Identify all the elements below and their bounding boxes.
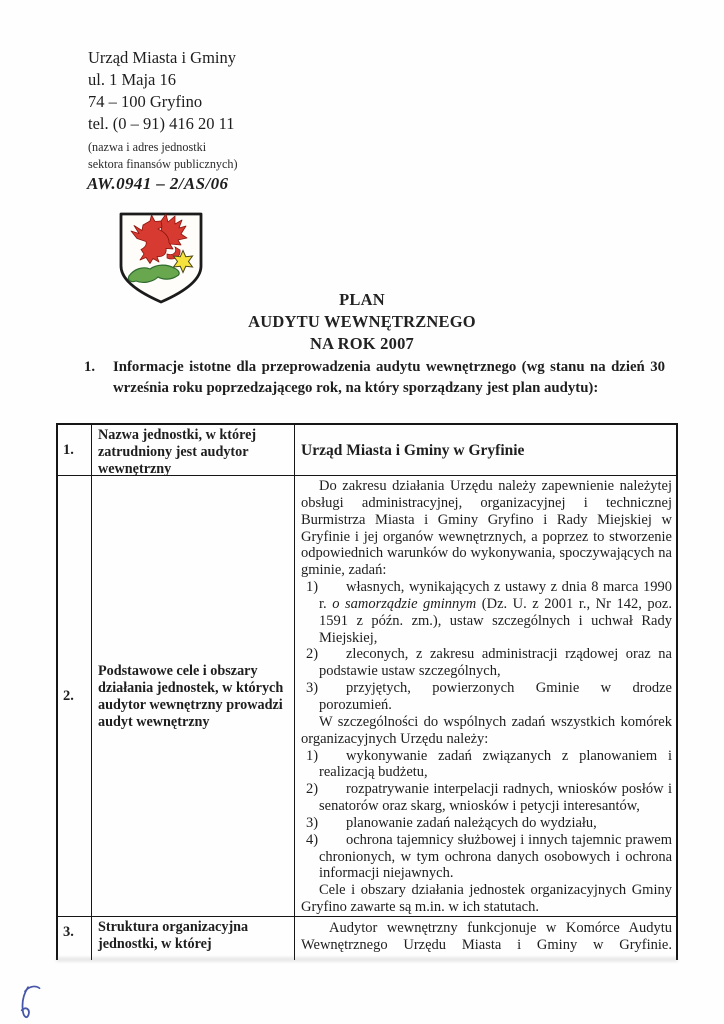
title-line: PLAN bbox=[339, 290, 385, 309]
row-value-text: Audytor wewnętrzny funkcjonuje w Komórce Audytu Wewnętrznego Urzędu Miasta i Gminy w Gryfinie. bbox=[301, 920, 672, 954]
audit-plan-table bbox=[56, 423, 678, 960]
row-value-cell bbox=[295, 425, 676, 475]
list-text: własnych, wynikających z ustawy z dnia 8 marca 1990 r. bbox=[319, 579, 672, 612]
row-number: 2. bbox=[63, 687, 74, 704]
table-row bbox=[58, 917, 676, 960]
row-value-cell bbox=[295, 917, 676, 960]
row-number: 3. bbox=[63, 924, 74, 940]
table-row bbox=[58, 476, 676, 917]
document-title bbox=[0, 289, 724, 355]
address-line: 74 – 100 Gryfino bbox=[88, 92, 203, 111]
paragraph: W szczególności do wspólnych zadań wszystkich komórek organizacyjnych Urzędu należy: bbox=[301, 713, 672, 747]
title-line: AUDYTU WEWNĘTRZNEGO bbox=[248, 312, 476, 331]
label-line: jednostki, w której bbox=[98, 935, 212, 952]
list-item bbox=[301, 748, 672, 782]
paragraph: Do zakresu działania Urzędu należy zapewnienie należytej obsługi administracyjnej, organizacyjnej i technicznej Burmistrza Miasta i Gminy Gryfino i Rady Miejskiej w Gryfinie i jej organów wewnętrznych, a poprzez to stworzenie odpowiednich warunków do wykonywania, spoczywających na gminie, zadań: bbox=[301, 478, 672, 579]
label-line: audyt wewnętrzny bbox=[98, 713, 210, 730]
list-text: (Dz. U. z 2001 r., Nr 142, poz. 1591 z późn. zm.), ustaw szczególnych i uchwał Rady Miejskiej, bbox=[319, 595, 672, 646]
label-line: audytor wewnętrzny prowadzi bbox=[98, 697, 283, 713]
title-line: NA ROK 2007 bbox=[310, 334, 414, 353]
list-item bbox=[301, 815, 672, 832]
label-line: działania jednostek, w których bbox=[98, 680, 284, 697]
section-1-heading bbox=[84, 357, 665, 398]
list-text: rozpatrywanie interpelacji radnych, wniosków posłów i senatorów oraz skarg, wniosków i petycji interesantów, bbox=[319, 781, 672, 815]
section-number: 1. bbox=[84, 359, 96, 375]
label-line: wewnętrzny bbox=[98, 460, 172, 475]
address-line: ul. 1 Maja 16 bbox=[88, 70, 176, 89]
list-item bbox=[301, 680, 672, 714]
list-marker: 3) bbox=[306, 680, 319, 697]
label-line: zatrudniony jest audytor bbox=[98, 443, 249, 460]
list-marker: 2) bbox=[306, 646, 319, 663]
list-text: przyjętych, powierzonych Gminie w drodze porozumień. bbox=[319, 680, 672, 713]
scan-smudge bbox=[56, 957, 678, 962]
list-text: zleconych, z zakresu administracji rządowej oraz na podstawie ustaw szczególnych, bbox=[319, 646, 672, 680]
address-line: tel. (0 – 91) 416 20 11 bbox=[88, 114, 235, 133]
list-item bbox=[301, 832, 672, 883]
list-marker: 1) bbox=[306, 579, 319, 596]
caption-line: sektora finansów publicznych) bbox=[88, 156, 238, 171]
list-text: planowanie zadań należących do wydziału, bbox=[346, 814, 597, 831]
list-marker: 4) bbox=[306, 831, 319, 848]
list-marker: 3) bbox=[306, 814, 319, 831]
row-number-cell bbox=[58, 917, 92, 960]
list-text: ochrona tajemnicy służbowej i innych tajemnic prawem chronionych, w tym ochrona danych osobowych i ochrona informacji niejawnych. bbox=[319, 831, 672, 882]
paragraph: Cele i obszary działania jednostek organizacyjnych Gminy Gryfino zawarte są m.in. w ich statutach. bbox=[301, 882, 672, 916]
address-caption bbox=[88, 139, 238, 172]
row-label-cell bbox=[92, 476, 295, 916]
row-label-cell bbox=[92, 917, 295, 960]
list-text: wykonywanie zadań związanych z planowaniem i realizacją budżetu, bbox=[319, 747, 672, 781]
row-number: 1. bbox=[63, 441, 74, 458]
address-line: Urząd Miasta i Gminy bbox=[88, 48, 237, 67]
list-item bbox=[301, 781, 672, 815]
row-value-cell bbox=[295, 476, 676, 916]
row-number-cell bbox=[58, 476, 92, 916]
row-number-cell bbox=[58, 425, 92, 475]
list-text-italic: o samorządzie gminnym bbox=[332, 595, 477, 612]
list-marker: 1) bbox=[306, 747, 319, 764]
row-label-cell bbox=[92, 425, 295, 475]
list-item bbox=[301, 579, 672, 646]
label-line: Struktura organizacyjna bbox=[98, 919, 249, 935]
table-row bbox=[58, 425, 676, 476]
label-line: Podstawowe cele i obszary bbox=[98, 663, 258, 680]
handwritten-paraph-signature bbox=[8, 983, 46, 1024]
unit-name: Urząd Miasta i Gminy w Gryfinie bbox=[301, 442, 525, 459]
reference-number: AW.0941 – 2/AS/06 bbox=[87, 174, 229, 193]
section-text: Informacje istotne dla przeprowadzenia audytu wewnętrznego (wg stanu na dzień 30 września roku poprzedzającego rok, na który sporządzany jest plan audytu): bbox=[113, 359, 665, 396]
list-item bbox=[301, 646, 672, 680]
unit-address-block bbox=[88, 47, 236, 135]
list-marker: 2) bbox=[306, 781, 319, 798]
label-line: Nazwa jednostki, w której bbox=[98, 427, 257, 443]
caption-line: (nazwa i adres jednostki bbox=[88, 140, 207, 154]
